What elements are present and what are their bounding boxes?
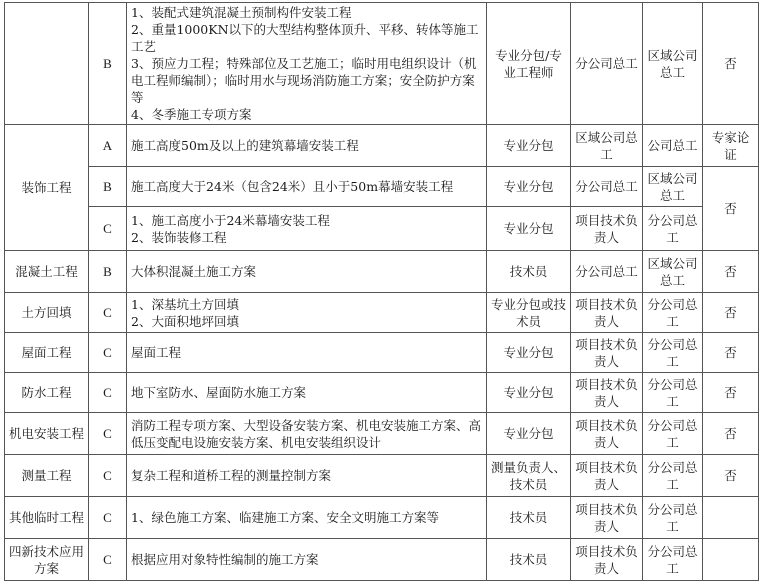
category-cell: 混凝土工程 — [5, 251, 89, 293]
content-line: 2、装饰装修工程 — [131, 229, 227, 245]
table-row — [5, 333, 759, 373]
expert-review-cell: 否 — [703, 251, 759, 293]
level-cell: C — [89, 497, 127, 539]
content-line: 大体积混凝土施工方案 — [131, 264, 257, 279]
approver-cell: 分公司总工 — [643, 207, 703, 251]
approver-cell: 分公司总工 — [643, 333, 703, 373]
content-line: 根据应用对象特性编制的施工方案 — [131, 552, 319, 567]
content-line: 4、冬季施工专项方案 — [131, 107, 252, 122]
level-cell: C — [89, 413, 127, 455]
approver-cell: 分公司总工 — [643, 497, 703, 539]
category-cell: 土方回填 — [5, 293, 89, 333]
expert-review-cell: 否 — [703, 3, 759, 125]
compiler-cell: 专业分包或技术员 — [487, 293, 571, 333]
content-line: 屋面工程 — [131, 345, 182, 360]
reviewer-cell: 区域公司总工 — [571, 125, 643, 167]
content-cell — [127, 207, 487, 251]
table-row — [5, 373, 759, 413]
level-cell: C — [89, 207, 127, 251]
content-line: 复杂工程和道桥工程的测量控制方案 — [131, 468, 332, 483]
expert-review-cell: 否 — [703, 167, 759, 251]
reviewer-cell: 分公司总工 — [571, 3, 643, 125]
content-cell — [127, 539, 487, 581]
compiler-cell: 专业分包 — [487, 167, 571, 207]
content-line: 施工高度50m及以上的建筑幕墙安装工程 — [131, 138, 359, 153]
content-cell — [127, 455, 487, 497]
content-cell — [127, 293, 487, 333]
reviewer-cell: 项目技术负责人 — [571, 333, 643, 373]
category-cell: 机电安装工程 — [5, 413, 89, 455]
level-cell: A — [89, 125, 127, 167]
level-cell: C — [89, 333, 127, 373]
level-cell: B — [89, 167, 127, 207]
expert-review-cell: 否 — [703, 373, 759, 413]
table-row — [5, 455, 759, 497]
expert-review-cell — [703, 497, 759, 539]
compiler-cell: 测量负责人、技术员 — [487, 455, 571, 497]
category-cell: 测量工程 — [5, 455, 89, 497]
table-row — [5, 207, 759, 251]
table-row — [5, 293, 759, 333]
expert-review-cell: 否 — [703, 413, 759, 455]
content-line: 施工高度大于24米（包含24米）且小于50m幕墙安装工程 — [131, 179, 454, 194]
reviewer-cell: 分公司总工 — [571, 251, 643, 293]
table-row — [5, 3, 759, 125]
reviewer-cell: 项目技术负责人 — [571, 293, 643, 333]
reviewer-cell: 项目技术负责人 — [571, 207, 643, 251]
approver-cell: 分公司总工 — [643, 413, 703, 455]
content-line: 1、深基坑土方回填 — [131, 296, 239, 312]
compiler-cell: 技术员 — [487, 497, 571, 539]
content-cell — [127, 167, 487, 207]
compiler-cell: 专业分包 — [487, 207, 571, 251]
table-row — [5, 413, 759, 455]
content-line: 2、重量1000KN以下的大型结构整体顶升、平移、转体等施工工艺 — [131, 22, 479, 54]
expert-review-cell: 否 — [703, 455, 759, 497]
table-row — [5, 497, 759, 539]
reviewer-cell: 项目技术负责人 — [571, 373, 643, 413]
reviewer-cell: 项目技术负责人 — [571, 413, 643, 455]
content-line: 3、预应力工程；特殊部位及工艺施工；临时用电组织设计（机电工程师编制）；临时用水与现场消防施工方案；安全防护方案等 — [131, 56, 477, 105]
approver-cell: 区域公司总工 — [643, 167, 703, 207]
content-cell — [127, 333, 487, 373]
approver-cell: 区域公司总工 — [643, 3, 703, 125]
category-cell — [5, 3, 89, 125]
level-cell: C — [89, 293, 127, 333]
expert-review-cell: 否 — [703, 293, 759, 333]
compiler-cell: 技术员 — [487, 539, 571, 581]
content-cell — [127, 3, 487, 125]
category-cell: 防水工程 — [5, 373, 89, 413]
content-line: 消防工程专项方案、大型设备安装方案、机电安装施工方案、高低压变配电设施安装方案、机电安装组织设计 — [131, 417, 482, 450]
table-row — [5, 125, 759, 167]
content-line: 1、装配式建筑混凝土预制构件安装工程 — [131, 5, 352, 20]
compiler-cell: 专业分包 — [487, 413, 571, 455]
approver-cell: 分公司总工 — [643, 293, 703, 333]
content-cell — [127, 413, 487, 455]
content-line: 1、绿色施工方案、临建施工方案、安全文明施工方案等 — [131, 510, 439, 525]
approver-cell: 分公司总工 — [643, 539, 703, 581]
approver-cell: 公司总工 — [643, 125, 703, 167]
level-cell: C — [89, 455, 127, 497]
level-cell: C — [89, 373, 127, 413]
category-cell: 装饰工程 — [5, 125, 89, 251]
level-cell: B — [89, 251, 127, 293]
reviewer-cell: 项目技术负责人 — [571, 497, 643, 539]
content-cell — [127, 497, 487, 539]
content-cell — [127, 373, 487, 413]
expert-review-cell: 否 — [703, 333, 759, 373]
expert-review-cell: 专家论证 — [703, 125, 759, 167]
category-cell: 屋面工程 — [5, 333, 89, 373]
approver-cell: 分公司总工 — [643, 373, 703, 413]
reviewer-cell: 项目技术负责人 — [571, 539, 643, 581]
approver-cell: 区域公司总工 — [643, 251, 703, 293]
content-cell — [127, 251, 487, 293]
compiler-cell: 专业分包/专业工程师 — [487, 3, 571, 125]
category-cell: 四新技术应用方案 — [5, 539, 89, 581]
reviewer-cell: 项目技术负责人 — [571, 455, 643, 497]
expert-review-cell — [703, 539, 759, 581]
compiler-cell: 技术员 — [487, 251, 571, 293]
reviewer-cell: 分公司总工 — [571, 167, 643, 207]
table-row — [5, 539, 759, 581]
table-row — [5, 251, 759, 293]
compiler-cell: 专业分包 — [487, 373, 571, 413]
content-line: 1、施工高度小于24米幕墙安装工程 — [131, 212, 330, 228]
category-cell: 其他临时工程 — [5, 497, 89, 539]
compiler-cell: 专业分包 — [487, 125, 571, 167]
content-cell — [127, 125, 487, 167]
approver-cell: 分公司总工 — [643, 455, 703, 497]
content-line: 地下室防水、屋面防水施工方案 — [131, 385, 307, 400]
table-row — [5, 167, 759, 207]
level-cell: B — [89, 3, 127, 125]
level-cell: C — [89, 539, 127, 581]
content-line: 2、大面积地坪回填 — [131, 313, 239, 329]
approval-matrix-table — [4, 2, 759, 581]
compiler-cell: 专业分包 — [487, 333, 571, 373]
